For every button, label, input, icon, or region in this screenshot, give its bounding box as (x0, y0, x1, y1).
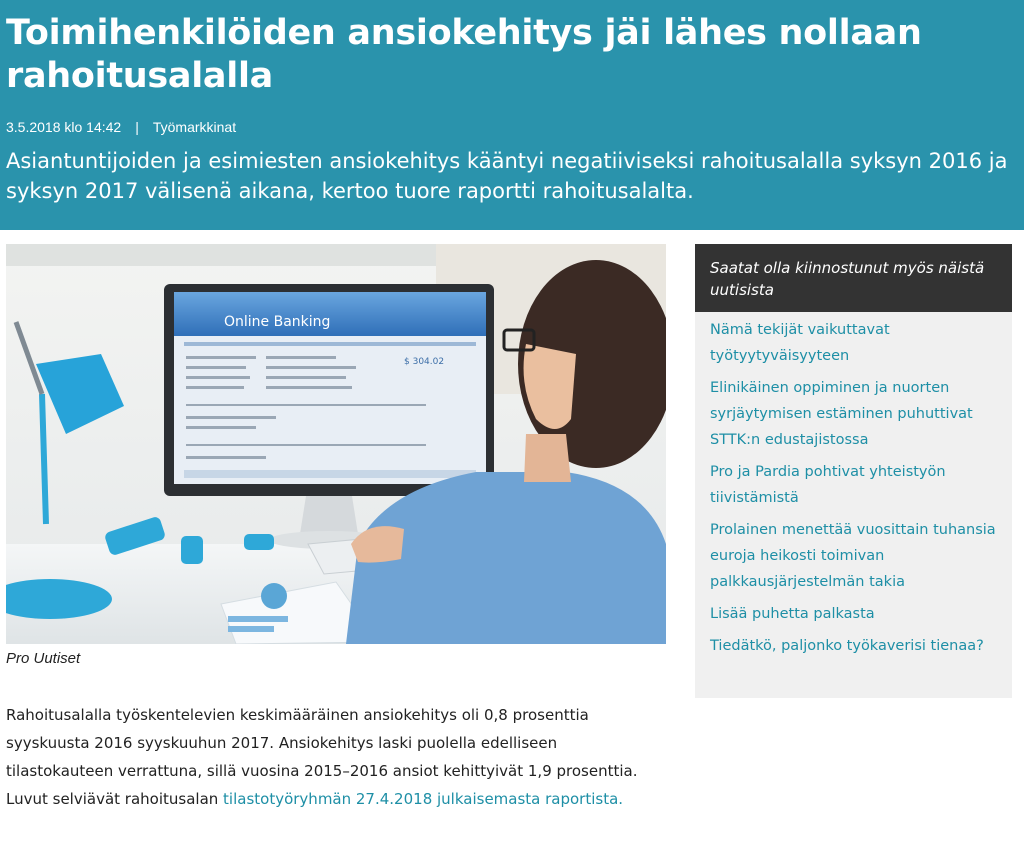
related-news-link[interactable]: Elinikäinen oppiminen ja nuorten syrjäytymisen estäminen puhuttivat STTK:n edustajistossa (710, 380, 973, 448)
related-news-link[interactable]: Tiedätkö, paljonko työkaverisi tienaa? (710, 638, 984, 654)
article-body-text: Rahoitusalalla työskentelevien keskimääräinen ansiokehitys oli 0,8 prosenttia syyskuusta 2016 syyskuuhun 2017. Ansiokehitys laski puolella edelliseen tilastokauteen verrattuna, sillä vuosina 2015–2016 ansiot kehittyivät 1,9 prosenttia. Luvut selviävät rahoitusalan (6, 706, 638, 808)
related-news-link[interactable]: Nämä tekijät vaikuttavat työtyytyväisyyteen (710, 322, 890, 364)
article-date: 3.5.2018 klo 14:42 (6, 119, 122, 135)
article-header (0, 0, 1024, 230)
meta-separator: | (135, 119, 139, 135)
related-news-heading: Saatat olla kiinnostunut myös näistä uutisista (695, 244, 1012, 312)
photo-caption: Pro Uutiset (6, 650, 81, 667)
related-news-sidebar (695, 244, 1012, 698)
related-news-link[interactable]: Prolainen menettää vuosittain tuhansia euroja heikosti toimivan palkkausjärjestelmän takia (710, 522, 996, 590)
article-meta (6, 119, 236, 135)
article-category: Työmarkkinat (152, 119, 237, 135)
report-link[interactable]: tilastotyöryhmän 27.4.2018 julkaisemasta raportista. (223, 790, 624, 808)
article-body (6, 701, 656, 813)
related-news-link[interactable]: Pro ja Pardia pohtivat yhteistyön tiivistämistä (710, 464, 946, 506)
screen-amount: $ 304.02 (404, 357, 445, 367)
article-lead: Asiantuntijoiden ja esimiesten ansiokehitys kääntyi negatiiviseksi rahoitusalalla syksyn 2016 ja syksyn 2017 välisenä aikana, kertoo tuore raportti rahoitusalalta. (6, 149, 1008, 203)
related-news-link[interactable]: Lisää puhetta palkasta (710, 606, 875, 622)
article-photo (6, 244, 666, 644)
related-news-list (695, 317, 1012, 659)
article-title: Toimihenkilöiden ansiokehitys jäi lähes nollaan rahoitusalalla (6, 13, 922, 96)
screen-title: Online Banking (224, 314, 331, 330)
